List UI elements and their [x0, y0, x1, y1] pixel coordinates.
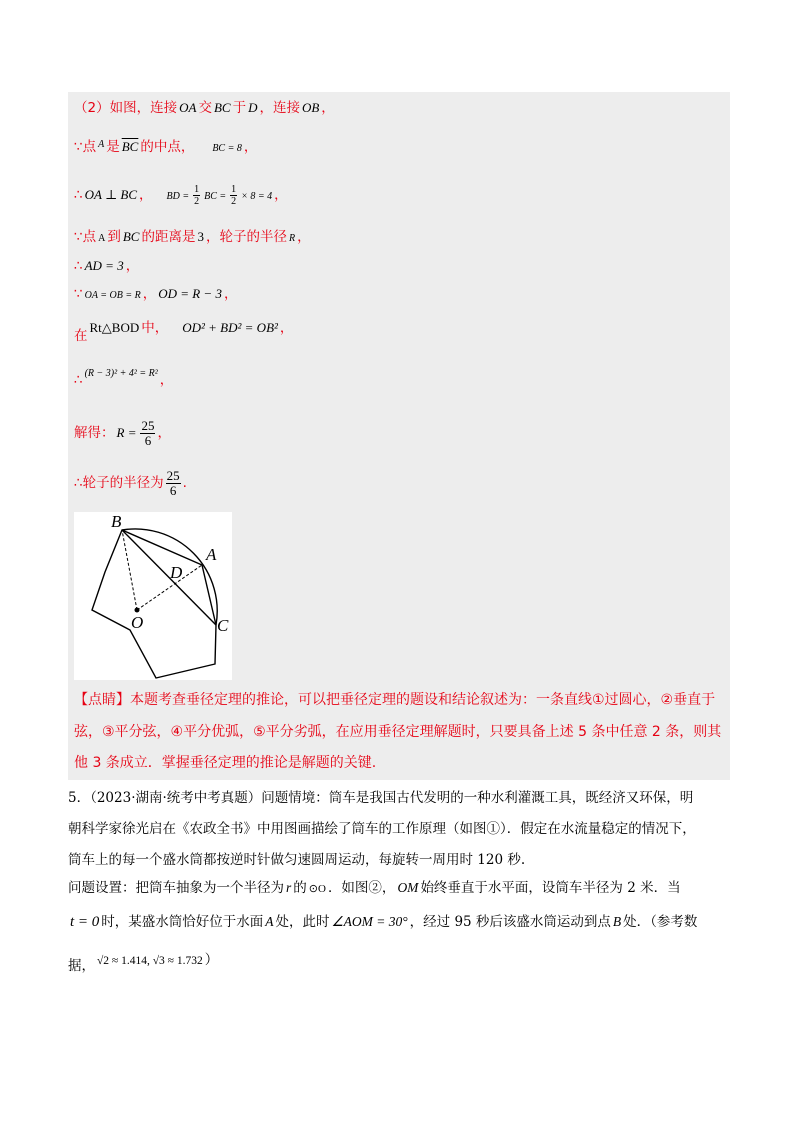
text: ∵: [74, 286, 83, 302]
text: 问题设置：把筒车抽象为一个半径为: [68, 880, 284, 896]
text: 据，: [68, 958, 95, 974]
comment-line-2: [74, 722, 721, 742]
math: t = 0: [70, 914, 100, 930]
math: BC = 8: [212, 143, 242, 154]
math: A: [265, 914, 274, 929]
text: ∴: [74, 258, 83, 274]
text: 的中点，: [140, 139, 195, 155]
math: Rt△BOD: [89, 320, 140, 335]
label-a: A: [206, 545, 217, 564]
fraction: $\frac{25}{6}$: [166, 467, 180, 498]
label-b: B: [111, 512, 122, 531]
text: ．如图②，: [327, 880, 396, 896]
solution-line-4: [74, 227, 311, 249]
math: OD² + BD² = OB²: [182, 320, 278, 335]
text: ，: [125, 258, 140, 274]
solution-line-3: [74, 180, 288, 210]
text: 弦，③平分弦，④平分优弧，⑤平分劣弧，在应用垂径定理解题时，只要具备上述 5 条中任意 2 条，则其: [74, 724, 722, 740]
text: （2）如图，连接: [74, 100, 178, 116]
text: ）: [204, 952, 219, 968]
math: ∠AOM = 30°: [331, 914, 408, 929]
math: √2 ≈ 1.414, √3 ≈ 1.732: [97, 955, 203, 967]
text: 时，某盛水筒恰好位于水面: [101, 914, 264, 930]
text: ，: [223, 286, 238, 302]
math: BC: [213, 100, 231, 115]
solution-line-5: [74, 256, 139, 276]
circle-diagram: [74, 512, 232, 680]
math: BD =: [166, 191, 190, 202]
text: 朝科学家徐光启在《农政全书》中用图画描绘了筒车的工作原理（如图①）．假定在水流量稳定的情况下，: [68, 821, 696, 837]
math: OM: [397, 880, 419, 895]
text: 于: [232, 100, 247, 116]
fraction: $\frac{1}{2}$: [231, 183, 237, 207]
comment-tag: 【点睛】: [74, 692, 130, 708]
fraction: $\frac{25}{6}$: [141, 417, 155, 448]
math: OD = R − 3: [158, 286, 222, 301]
text: ，: [243, 139, 258, 155]
problem-line-4: [68, 878, 681, 899]
solution-line-8: [74, 364, 173, 390]
geometry-figure: [74, 512, 232, 680]
text: ，: [139, 187, 153, 203]
math: OA = OB = R: [84, 290, 141, 301]
text: 是: [106, 139, 120, 155]
text: ，: [142, 286, 157, 302]
center-point: [135, 608, 140, 613]
solution-line-1: [74, 98, 335, 118]
wheel-outline: [92, 529, 217, 678]
text: 解得：: [74, 425, 115, 441]
math: × 8 = 4: [241, 191, 273, 202]
text: 始终垂直于水平面，设筒车半径为 2 米．当: [420, 880, 681, 896]
text: 的: [293, 880, 307, 896]
math: r: [286, 880, 292, 895]
math: R: [288, 233, 296, 244]
text: 处．（参考数: [623, 914, 698, 930]
text: ∵点: [74, 139, 97, 155]
solution-line-7: [74, 318, 293, 346]
math: BC: [122, 229, 140, 244]
math: R =: [116, 425, 137, 440]
comment-line-3: [74, 753, 376, 773]
math: D: [248, 100, 258, 115]
text: ∴: [74, 372, 83, 388]
chord-ba: [122, 530, 202, 565]
text: ，轮子的半径: [205, 229, 287, 245]
problem-line-1: [68, 788, 693, 808]
text: ，: [274, 187, 288, 203]
solution-line-2: [74, 135, 257, 159]
text: ∴: [74, 187, 83, 203]
text: ，: [321, 100, 335, 116]
math: B: [612, 914, 622, 929]
text: 他 3 条成立．掌握垂径定理的推论是解题的关键.: [74, 755, 377, 771]
text: ∵点: [74, 229, 97, 245]
text: 5．（2023·湖南·统考中考真题）问题情境：筒车是我国古代发明的一种水利灌溉工具，既经济又环保，明: [68, 790, 694, 806]
text: ，: [279, 320, 294, 336]
text: ，: [159, 372, 174, 388]
text: ，: [297, 229, 311, 245]
text: ∴轮子的半径为: [74, 475, 164, 491]
solution-line-9: [74, 416, 171, 450]
problem-line-5: [68, 912, 697, 932]
problem-line-3: [68, 850, 525, 870]
math: (R − 3)² + 4² = R²: [84, 368, 158, 379]
text: 到: [107, 229, 121, 245]
label-d: D: [170, 563, 183, 582]
problem-line-6: [68, 950, 218, 976]
math: A: [98, 233, 106, 244]
text: ，: [157, 425, 171, 441]
text: 处，此时: [275, 914, 330, 930]
arc-bc: $\overline{BC}$: [121, 139, 139, 154]
math: OA ⊥ BC: [84, 187, 138, 202]
label-o: O: [131, 613, 144, 632]
text: 本题考查垂径定理的推论，可以把垂径定理的题设和结论叙述为：一条直线①过圆心，②垂直于: [130, 692, 716, 708]
solution-line-10: [74, 466, 187, 500]
text: 筒车上的每一个盛水筒都按逆时针做匀速圆周运动，每旋转一周用时 120 秒.: [68, 852, 526, 868]
math: A: [98, 139, 105, 150]
text: 交: [198, 100, 212, 116]
math: 3: [197, 229, 204, 244]
math: ⊙O: [308, 883, 326, 895]
text: 的距离是: [141, 229, 196, 245]
solution-line-6: [74, 284, 237, 306]
text: .: [182, 475, 187, 491]
text: ，经过 95 秒后该盛水筒运动到点: [409, 914, 611, 930]
fraction: $\frac{1}{2}$: [194, 183, 200, 207]
comment-line-1: [74, 690, 715, 710]
math: BC =: [204, 191, 227, 202]
math: OB: [301, 100, 320, 115]
problem-line-2: [68, 819, 696, 839]
text: 中，: [141, 320, 169, 336]
math: AD = 3: [84, 258, 124, 273]
text: ，连接: [259, 100, 300, 116]
label-c: C: [217, 616, 229, 635]
text: 在: [74, 328, 88, 344]
math: OA: [179, 100, 197, 115]
